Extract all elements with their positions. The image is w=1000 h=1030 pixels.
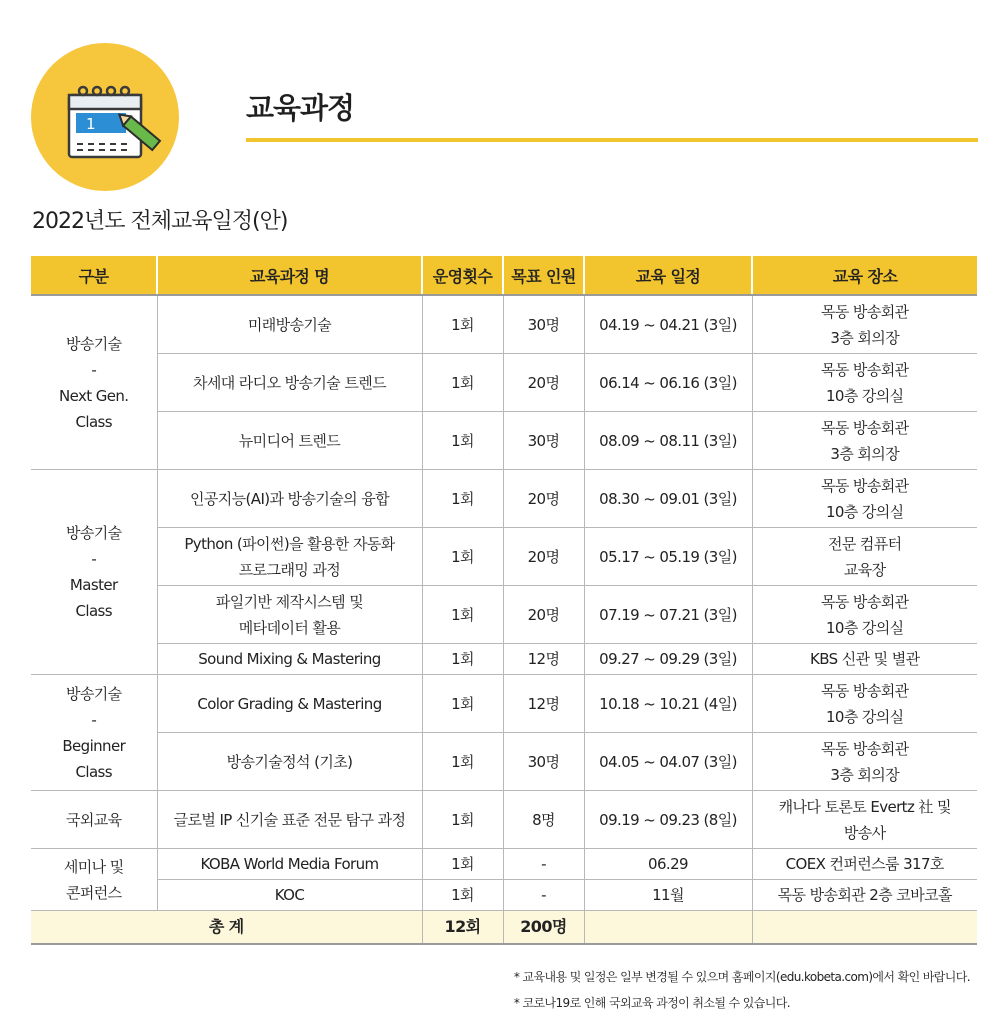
place-cell — [752, 295, 977, 354]
course-name-cell — [157, 675, 422, 733]
course-name-line: KOC — [274, 886, 305, 904]
category-line: Class — [75, 602, 112, 620]
total-empty — [752, 911, 977, 945]
column-header: 교육과정 명 — [157, 256, 422, 295]
place-cell — [752, 470, 977, 528]
column-header: 목표 인원 — [503, 256, 584, 295]
place-cell — [752, 791, 977, 849]
header-icon-badge — [31, 43, 179, 191]
category-line: - — [91, 710, 97, 729]
column-header: 교육 장소 — [752, 256, 977, 295]
table-row — [31, 528, 977, 586]
place-line: 방송사 — [843, 823, 886, 842]
table-body — [31, 295, 977, 944]
course-name-cell — [157, 528, 422, 586]
total-label: 총 계 — [31, 911, 422, 945]
place-line: 목동 방송회관 — [820, 681, 909, 700]
count-cell: 1회 — [422, 791, 503, 849]
course-name-cell — [157, 733, 422, 791]
course-name-line: 글로벌 IP 신기술 표준 전문 탐구 과정 — [173, 810, 406, 829]
schedule-subtitle: 2022년도 전체교육일정(안) — [32, 209, 288, 234]
category-line: 방송기술 — [65, 524, 122, 542]
course-name-line: 미래방송기술 — [247, 315, 332, 334]
schedule-cell: 07.19 ~ 07.21 (3일) — [584, 586, 752, 644]
category-line: 방송기술 — [65, 684, 122, 703]
category-line: Next Gen. — [59, 386, 129, 405]
count-cell: 1회 — [422, 733, 503, 791]
course-name-line: Color Grading & Mastering — [197, 694, 382, 713]
column-header: 구분 — [31, 256, 157, 295]
place-line: 캐나다 토론토 Evertz 社 및 — [778, 797, 951, 816]
category-line: 세미나 및 — [63, 857, 124, 876]
place-line: 10층 강의실 — [825, 502, 904, 521]
target-cell: 12명 — [503, 675, 584, 733]
schedule-cell: 10.18 ~ 10.21 (4일) — [584, 675, 752, 733]
place-line: COEX 컨퍼런스룸 317호 — [785, 855, 944, 873]
table-row — [31, 880, 977, 911]
course-name-line: Python (파이썬)을 활용한 자동화 — [184, 534, 395, 553]
place-line: 목동 방송회관 — [820, 592, 909, 611]
schedule-cell: 08.30 ~ 09.01 (3일) — [584, 470, 752, 528]
place-line: 목동 방송회관 — [820, 302, 909, 321]
total-target: 200명 — [503, 911, 584, 945]
table-row — [31, 470, 977, 528]
place-cell — [752, 354, 977, 412]
place-line: 목동 방송회관 2층 코바코홀 — [777, 886, 952, 904]
target-cell: 8명 — [503, 791, 584, 849]
place-cell — [752, 586, 977, 644]
target-cell: 30명 — [503, 733, 584, 791]
count-cell: 1회 — [422, 295, 503, 354]
category-cell — [31, 675, 157, 791]
place-cell — [752, 733, 977, 791]
course-name-cell — [157, 644, 422, 675]
place-line: 10층 강의실 — [825, 386, 904, 405]
count-cell: 1회 — [422, 586, 503, 644]
table-row — [31, 644, 977, 675]
course-name-line: Sound Mixing & Mastering — [198, 650, 381, 668]
place-line: 목동 방송회관 — [820, 418, 909, 437]
place-cell — [752, 644, 977, 675]
course-name-line: 파일기반 제작시스템 및 — [215, 592, 364, 611]
schedule-cell: 04.05 ~ 04.07 (3일) — [584, 733, 752, 791]
target-cell: - — [503, 849, 584, 880]
table-header-row — [31, 256, 977, 295]
table-row — [31, 849, 977, 880]
place-cell — [752, 412, 977, 470]
category-line: Beginner — [62, 736, 126, 755]
count-cell: 1회 — [422, 470, 503, 528]
category-line: Class — [75, 412, 112, 431]
total-row — [31, 911, 977, 945]
place-line: 3층 회의장 — [830, 444, 900, 463]
table-row — [31, 675, 977, 733]
table-row — [31, 354, 977, 412]
target-cell: 12명 — [503, 644, 584, 675]
course-name-line: 방송기술정석 (기초) — [226, 752, 353, 771]
title-underline — [246, 138, 978, 142]
place-line: 전문 컴퓨터 — [827, 534, 902, 553]
column-header: 운영횟수 — [422, 256, 503, 295]
footnote: * 교육내용 및 일정은 일부 변경될 수 있으며 홈페이지(edu.kobeta.com)에서 확인 바랍니다. — [513, 970, 970, 984]
calendar-pencil-icon — [31, 43, 179, 191]
course-name-cell — [157, 470, 422, 528]
place-line: KBS 신관 및 별관 — [809, 650, 920, 668]
course-name-cell — [157, 791, 422, 849]
course-name-cell — [157, 849, 422, 880]
category-cell — [31, 295, 157, 470]
count-cell: 1회 — [422, 644, 503, 675]
place-cell — [752, 675, 977, 733]
category-line: Class — [75, 762, 112, 781]
category-line: 국외교육 — [65, 810, 122, 829]
count-cell: 1회 — [422, 528, 503, 586]
table-row — [31, 412, 977, 470]
schedule-cell: 11월 — [584, 880, 752, 911]
course-name-cell — [157, 412, 422, 470]
place-line: 교육장 — [843, 560, 886, 579]
schedule-cell: 09.27 ~ 09.29 (3일) — [584, 644, 752, 675]
category-cell — [31, 470, 157, 675]
course-name-cell — [157, 354, 422, 412]
table-row — [31, 791, 977, 849]
table-row — [31, 586, 977, 644]
course-name-cell — [157, 586, 422, 644]
course-name-cell — [157, 880, 422, 911]
target-cell: 20명 — [503, 528, 584, 586]
count-cell: 1회 — [422, 675, 503, 733]
target-cell: 20명 — [503, 586, 584, 644]
place-cell — [752, 880, 977, 911]
schedule-cell: 05.17 ~ 05.19 (3일) — [584, 528, 752, 586]
schedule-cell: 06.29 — [584, 849, 752, 880]
course-name-line: 차세대 라디오 방송기술 트렌드 — [192, 373, 387, 392]
category-cell — [31, 791, 157, 849]
svg-text:1: 1 — [86, 115, 96, 133]
course-name-line: 프로그래밍 과정 — [238, 560, 341, 579]
target-cell: 30명 — [503, 412, 584, 470]
category-line: Master — [69, 576, 118, 594]
target-cell: 30명 — [503, 295, 584, 354]
place-line: 3층 회의장 — [830, 765, 900, 784]
course-name-line: 뉴미디어 트렌드 — [238, 431, 341, 450]
place-cell — [752, 849, 977, 880]
category-line: 방송기술 — [65, 334, 122, 353]
schedule-cell: 09.19 ~ 09.23 (8일) — [584, 791, 752, 849]
schedule-table — [31, 256, 977, 945]
count-cell: 1회 — [422, 412, 503, 470]
count-cell: 1회 — [422, 354, 503, 412]
total-count: 12회 — [422, 911, 503, 945]
target-cell: - — [503, 880, 584, 911]
place-line: 목동 방송회관 — [820, 360, 909, 379]
place-line: 목동 방송회관 — [820, 739, 909, 758]
place-line: 목동 방송회관 — [820, 476, 909, 495]
count-cell: 1회 — [422, 880, 503, 911]
course-name-line: KOBA World Media Forum — [200, 855, 379, 873]
page-title: 교육과정 — [246, 91, 355, 125]
place-line: 10층 강의실 — [825, 618, 904, 637]
schedule-cell: 08.09 ~ 08.11 (3일) — [584, 412, 752, 470]
footnote: * 코로나19로 인해 국외교육 과정이 취소될 수 있습니다. — [513, 996, 790, 1010]
schedule-cell: 04.19 ~ 04.21 (3일) — [584, 295, 752, 354]
category-cell — [31, 849, 157, 911]
category-line: 콘퍼런스 — [65, 883, 122, 902]
category-line: - — [91, 360, 97, 379]
course-name-line: 인공지능(AI)과 방송기술의 융합 — [189, 489, 389, 508]
table-row — [31, 295, 977, 354]
course-name-cell — [157, 295, 422, 354]
course-name-line: 메타데이터 활용 — [238, 618, 341, 637]
place-cell — [752, 528, 977, 586]
target-cell: 20명 — [503, 470, 584, 528]
place-line: 10층 강의실 — [825, 707, 904, 726]
total-empty — [584, 911, 752, 945]
footnotes — [514, 964, 970, 1016]
place-line: 3층 회의장 — [830, 328, 900, 347]
schedule-cell: 06.14 ~ 06.16 (3일) — [584, 354, 752, 412]
table-row — [31, 733, 977, 791]
column-header: 교육 일정 — [584, 256, 752, 295]
count-cell: 1회 — [422, 849, 503, 880]
target-cell: 20명 — [503, 354, 584, 412]
category-line: - — [91, 550, 97, 568]
